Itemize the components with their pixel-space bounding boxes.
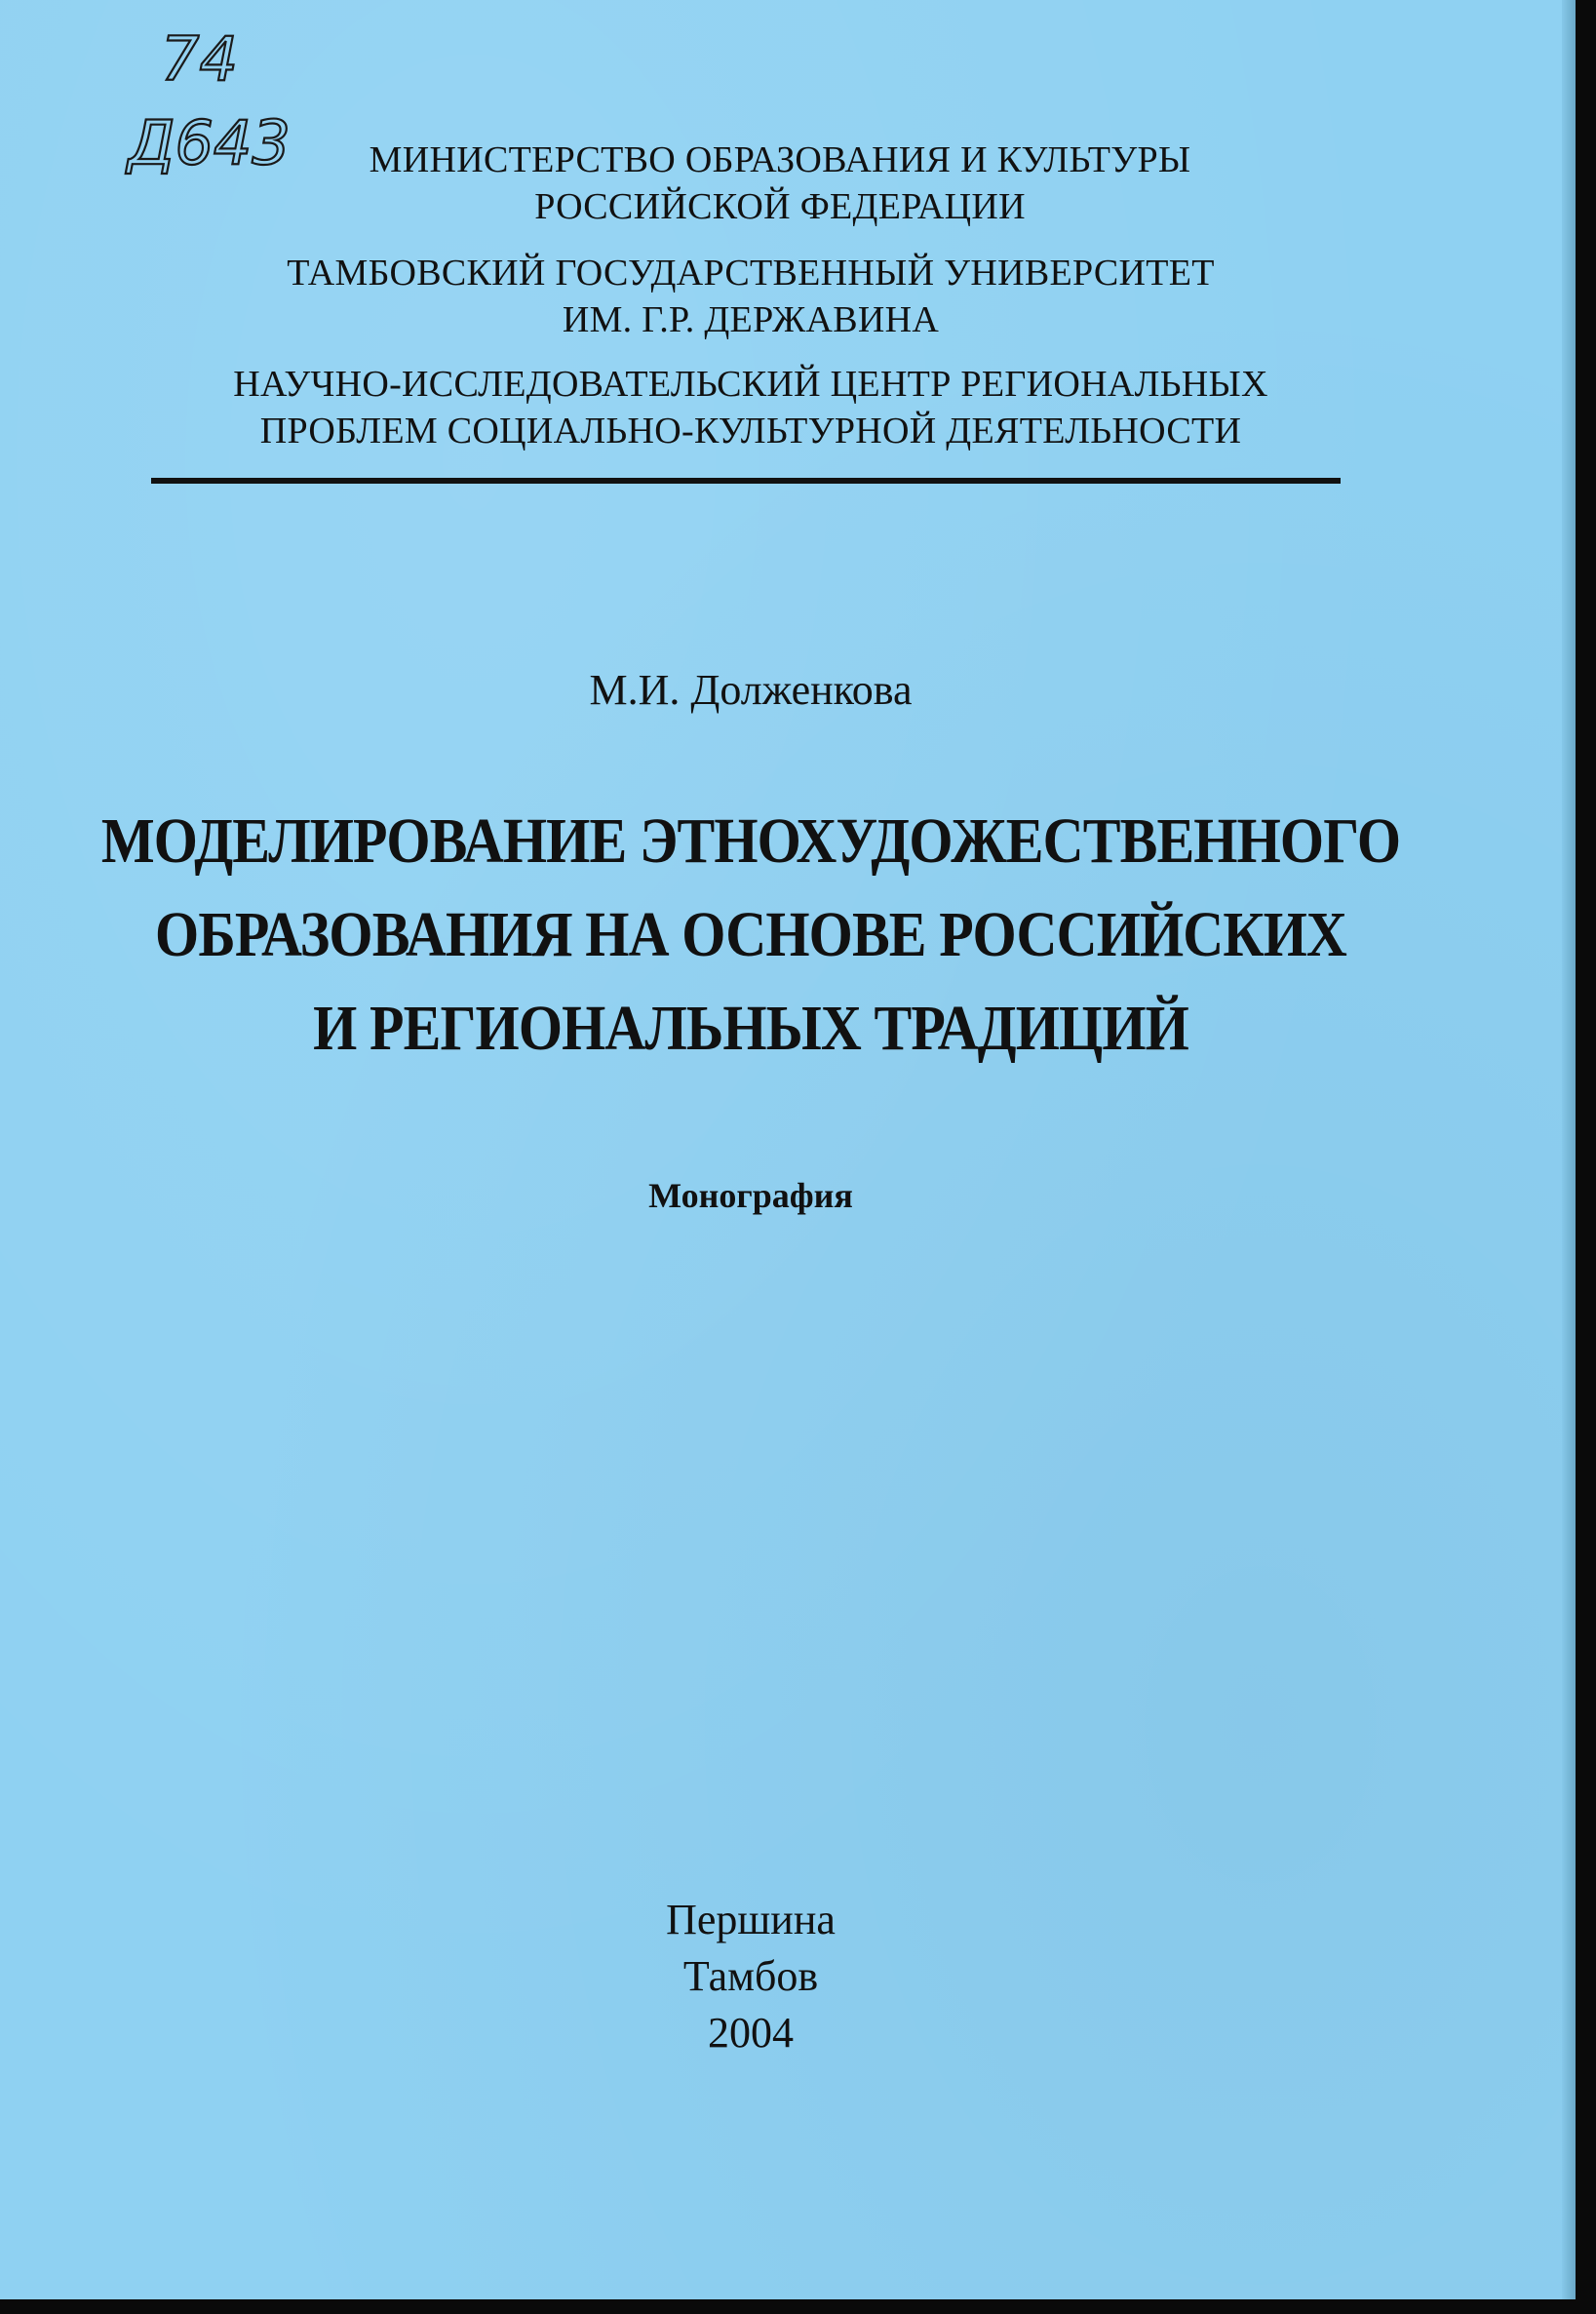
publication-year: 2004 <box>708 2009 794 2057</box>
ministry-heading <box>29 137 1531 230</box>
center-line-2: ПРОБЛЕМ СОЦИАЛЬНО-КУЛЬТУРНОЙ ДЕЯТЕЛЬНОСТИ <box>259 411 1242 451</box>
publication-city: Тамбов <box>682 1952 819 2000</box>
title-line-3: И РЕГИОНАЛЬНЫХ ТРАДИЦИЙ <box>313 993 1188 1064</box>
cover-edge <box>1562 0 1576 2299</box>
ministry-line-1: МИНИСТЕРСТВО ОБРАЗОВАНИЯ И КУЛЬТУРЫ <box>369 139 1191 180</box>
university-line-1: ТАМБОВСКИЙ ГОСУДАРСТВЕННЫЙ УНИВЕРСИТЕТ <box>287 253 1215 294</box>
ministry-line-2: РОССИЙСКОЙ ФЕДЕРАЦИИ <box>534 186 1026 227</box>
shelf-mark-line-2: Д643 <box>128 107 291 178</box>
shelf-mark-line-1: 74 <box>161 23 238 95</box>
genre-label: Монография <box>648 1176 853 1215</box>
header-divider <box>151 478 1341 484</box>
title-line-2: ОБРАЗОВАНИЯ НА ОСНОВЕ РОССИЙСКИХ <box>155 899 1346 970</box>
author-name: М.И. Долженкова <box>589 666 913 714</box>
research-center-heading <box>0 361 1501 454</box>
publisher-name: Першина <box>666 1896 836 1943</box>
title-line-1: МОДЕЛИРОВАНИЕ ЭТНОХУДОЖЕСТВЕННОГО <box>100 805 1401 877</box>
university-heading <box>0 250 1501 343</box>
imprint <box>0 1892 1501 2061</box>
book-title <box>90 795 1411 1076</box>
university-line-2: ИМ. Г.Р. ДЕРЖАВИНА <box>562 299 940 340</box>
center-line-1: НАУЧНО-ИССЛЕДОВАТЕЛЬСКИЙ ЦЕНТР РЕГИОНАЛЬНЫХ <box>233 364 1268 405</box>
